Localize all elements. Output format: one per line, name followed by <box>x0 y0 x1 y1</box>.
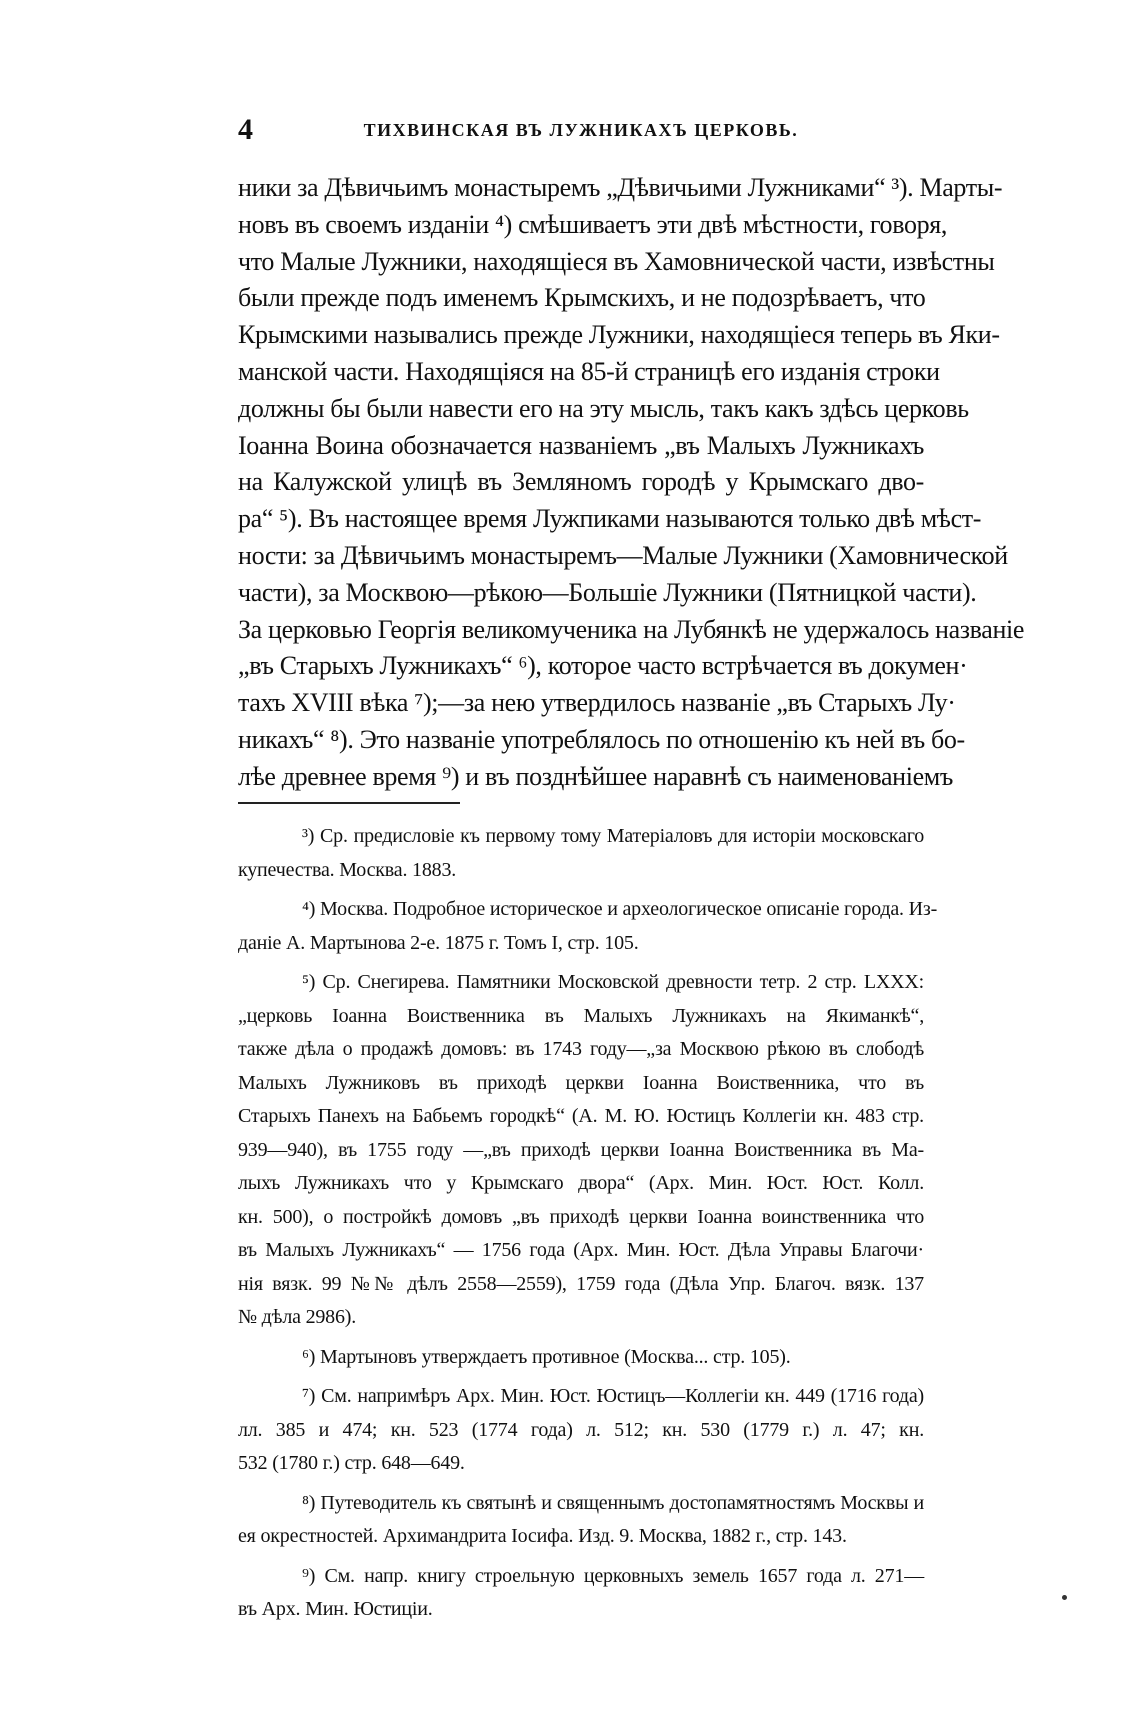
footnote <box>238 1341 924 1375</box>
text-line: на Калужской улицѣ въ Земляномъ городѣ у Крымскаго дво- <box>238 467 924 497</box>
footnote <box>238 1380 924 1481</box>
footnote-line: также дѣла о продажѣ домовъ: въ 1743 году—„за Москвою рѣкою въ слободѣ <box>238 1038 924 1060</box>
text-line: манской части. Находящіяся на 85-й страницѣ его изданія строки <box>238 356 940 386</box>
footnote-line: ея окрестностей. Архимандрита Іосифа. Изд. 9. Москва, 1882 г., стр. 143. <box>238 1525 847 1547</box>
footnote-line: даніе А. Мартынова 2-е. 1875 г. Томъ I, стр. 105. <box>238 931 639 954</box>
footnote-line: ³) Ср. предисловіе къ первому тому Матеріаловъ для исторіи московскаго <box>302 825 924 847</box>
footnotes <box>238 820 938 1633</box>
footnote <box>238 893 938 960</box>
footnote <box>238 820 924 887</box>
footnote-line: 939—940), въ 1755 году —„въ приходѣ церкви Іоанна Воиственника въ Ма- <box>238 1138 924 1161</box>
footnote-line: Малыхъ Лужниковъ въ приходѣ церкви Іоанна Воиственника, что въ <box>238 1071 924 1094</box>
footnote <box>238 966 924 1335</box>
page-header <box>238 110 924 150</box>
footnote-line: ⁴) Москва. Подробное историческое и археологическое описаніе города. Из- <box>302 898 938 920</box>
main-text <box>238 170 1025 796</box>
footnote-line: „церковь Іоанна Воиственника въ Малыхъ Лужникахъ на Якиманкѣ“, <box>238 1004 924 1027</box>
footnote-line: купечества. Москва. 1883. <box>238 858 457 881</box>
footnote-line: лл. 385 и 474; кн. 523 (1774 года) л. 512; кн. 530 (1779 г.) л. 47; кн. <box>238 1418 924 1441</box>
text-line: ности: за Дѣвичьимъ монастыремъ—Малые Лужники (Хамовнической <box>238 540 1008 570</box>
footnote-line: ⁸) Путеводитель къ святынѣ и священнымъ достопамятностямъ Москвы и <box>302 1491 924 1514</box>
footnote-separator <box>238 802 460 804</box>
text-line: „въ Старыхъ Лужникахъ“ ⁶), которое часто встрѣчается въ докумен· <box>238 651 968 681</box>
footnote-line: лыхъ Лужникахъ что у Крымскаго двора“ (Арх. Мин. Юст. Юст. Колл. <box>238 1172 924 1194</box>
page-number: 4 <box>238 113 253 146</box>
footnote-line: ⁹) См. напр. книгу строельную церковныхъ земель 1657 года л. 271— <box>302 1564 924 1587</box>
footnote-line: ⁶) Мартыновъ утверждаетъ противное (Москва... стр. 105). <box>302 1345 791 1368</box>
footnote-line: № дѣла 2986). <box>238 1306 357 1328</box>
text-line: тахъ XVIII вѣка ⁷);—за нею утвердилось названіе „въ Старыхъ Лу· <box>238 688 956 718</box>
text-line: новъ въ своемъ изданіи ⁴) смѣшиваетъ эти двѣ мѣстности, говоря, <box>238 209 948 239</box>
footnote-line: Старыхъ Панехъ на Бабьемъ городкѣ“ (А. М. Ю. Юстицъ Коллегіи кн. 483 стр. <box>238 1105 924 1127</box>
text-line: что Малые Лужники, находящіеся въ Хамовнической части, извѣстны <box>238 246 995 276</box>
footnote-line: 532 (1780 г.) стр. 648—649. <box>238 1452 465 1474</box>
text-line: За церковью Георгія великомученика на Лубянкѣ не удержалось названіе <box>238 614 1025 644</box>
print-speck <box>1062 1595 1067 1600</box>
footnote-line: нія вязк. 99 №№ дѣлъ 2558—2559), 1759 года (Дѣла Упр. Благоч. вязк. 137 <box>238 1272 924 1295</box>
text-line: ники за Дѣвичьимъ монастыремъ „Дѣвичьими Лужниками“ ³). Марты- <box>238 173 1003 202</box>
footnote <box>238 1487 924 1554</box>
running-title: ТИХВИНСКАЯ ВЪ ЛУЖНИКАХЪ ЦЕРКОВЬ. <box>363 120 799 140</box>
text-line: части), за Москвою—рѣкою—Большіе Лужники (Пятницкой части). <box>238 577 977 607</box>
footnote-line: въ Малыхъ Лужникахъ“ — 1756 года (Арх. Мин. Юст. Дѣла Управы Благочи· <box>238 1239 924 1261</box>
footnote-line: ⁵) Ср. Снегирева. Памятники Московской древности тетр. 2 стр. LXXX: <box>302 971 924 993</box>
text-line: Крымскими назывались прежде Лужники, находящіеся теперь въ Яки- <box>238 320 1000 350</box>
text-line: лѣе древнее время ⁹) и въ позднѣйшее наравнѣ съ наименованіемъ <box>238 761 954 791</box>
text-line: были прежде подъ именемъ Крымскихъ, и не подозрѣваетъ, что <box>238 283 926 313</box>
text-line: Іоанна Воина обозначается названіемъ „въ Малыхъ Лужникахъ <box>238 430 924 460</box>
text-line: должны бы были навести его на эту мысль, такъ какъ здѣсь церковь <box>238 393 969 423</box>
footnote <box>238 1560 924 1627</box>
text-line: никахъ“ ⁸). Это названіе употреблялось по отношенію къ ней въ бо- <box>238 724 965 754</box>
footnote-line: въ Арх. Мин. Юстиціи. <box>238 1598 433 1620</box>
text-line: ра“ ⁵). Въ настоящее время Лужпиками называются только двѣ мѣст- <box>238 504 982 534</box>
footnote-line: ⁷) См. напримѣръ Арх. Мин. Юст. Юстицъ—Коллегіи кн. 449 (1716 года) <box>302 1385 924 1407</box>
footnote-line: кн. 500), о постройкѣ домовъ „въ приходѣ церкви Іоанна воинственника что <box>238 1205 924 1228</box>
